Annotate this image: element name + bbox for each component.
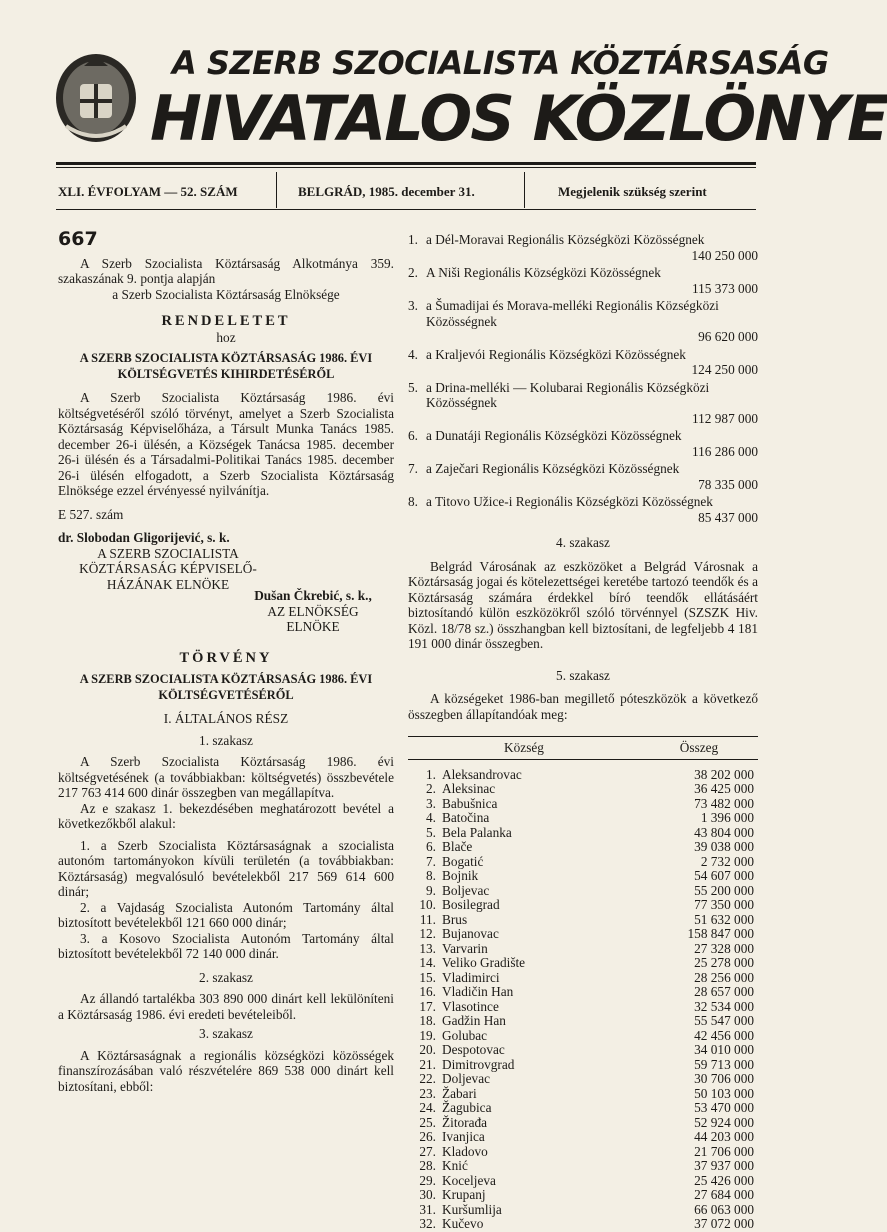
section-text: A községeket 1986-ban megillető póteszközök a következő összegben állapítandóak meg: xyxy=(408,691,758,722)
commune-amount: 43 804 000 xyxy=(694,824,754,840)
allocation-number: 3. xyxy=(408,298,418,313)
allocation-recipient: a Zaječari Regionális Községközi Közösségnek xyxy=(426,461,680,476)
divider xyxy=(56,167,756,168)
law-title: A SZERB SZOCIALISTA KÖZTÁRSASÁG 1986. ÉVI KÖLTSÉGVETÉSÉRŐL xyxy=(79,672,373,702)
table-row xyxy=(408,1043,758,1058)
table-row xyxy=(408,1058,758,1073)
commune-amount: 44 203 000 xyxy=(694,1129,754,1144)
allocation-text xyxy=(426,494,758,525)
decree-body: A Szerb Szocialista Köztársaság 1986. évi költségvetéséről szóló törvényt, amelyet a Szerb Szocialista Köztársaság Képviselőháza, a Társult Munka Tanács 1985. december 26-i ülésén, a Községek Tanácsa 1985. december 26-i ülésén és a Társadalmi-Politikai Tanács 1985. december 26-i ülésén elfogadott, a Szerb Szocialista Köztársaság Elnöksége ezzel érvényessé nyilvánítja. xyxy=(58,390,394,498)
commune-name: Kladovo xyxy=(442,1143,488,1159)
commune-number: 2. xyxy=(426,781,436,796)
allocation-list xyxy=(408,232,758,525)
masthead-title: HIVATALOS KÖZLÖNYE xyxy=(150,82,887,155)
commune-name: Krupanj xyxy=(442,1187,486,1202)
commune-amount: 37 072 000 xyxy=(694,1216,754,1231)
commune-name: Žitorađa xyxy=(442,1114,488,1130)
allocation-amount: 112 987 000 xyxy=(692,410,758,426)
section-text: A Köztársaságnak a regionális községközi közösségek finanszírozásában való részvételére 869 538 000 dinárt kell biztosítani, ebből: xyxy=(58,1047,394,1094)
allocation-number: 8. xyxy=(408,494,418,509)
masthead-line1: A SZERB SZOCIALISTA KÖZTÁRSASÁG xyxy=(172,44,829,82)
table-row xyxy=(408,869,758,884)
allocation-item xyxy=(408,298,758,345)
commune-name: Boljevac xyxy=(442,882,490,898)
commune-amount: 50 103 000 xyxy=(694,1085,754,1101)
commune-number: 9. xyxy=(426,882,436,898)
allocation-item xyxy=(408,428,758,459)
divider xyxy=(276,172,277,208)
table-row xyxy=(408,1188,758,1203)
allocation-number: 7. xyxy=(408,461,418,476)
allocation-recipient: a Dunatáji Regionális Községközi Közösségnek xyxy=(426,428,682,443)
signatory-role: A SZERB SZOCIALISTA xyxy=(97,545,239,561)
table-row xyxy=(408,1217,758,1232)
part-heading: I. ÁLTALÁNOS RÉSZ xyxy=(163,711,289,726)
commune-amount: 36 425 000 xyxy=(694,781,754,796)
table-row xyxy=(408,927,758,942)
commune-amount: 42 456 000 xyxy=(694,1027,754,1043)
commune-amount: 28 256 000 xyxy=(694,969,754,985)
table-row xyxy=(408,768,758,783)
allocation-text xyxy=(426,461,758,492)
table-row xyxy=(408,913,758,928)
commune-name: Brus xyxy=(442,911,468,927)
allocation-item xyxy=(408,380,758,427)
section-text: A Szerb Szocialista Köztársaság 1986. évi költségvetésének (a továbbiakban: költségvetés) összbevétele 217 763 414 600 dinár összegben van megállapítva. xyxy=(58,754,394,800)
allocation-recipient: A Niši Regionális Községközi Közösségnek xyxy=(426,265,661,280)
signatory-name: Dušan Čkrebić, s. k., xyxy=(254,588,372,603)
commune-amount: 27 328 000 xyxy=(694,940,754,956)
commune-name: Vladičin Han xyxy=(442,984,514,999)
commune-amount: 59 713 000 xyxy=(694,1056,754,1072)
right-column xyxy=(408,232,758,1232)
commune-number: 5. xyxy=(426,824,436,840)
divider xyxy=(56,209,756,210)
commune-number: 13. xyxy=(419,940,436,956)
commune-number: 23. xyxy=(419,1085,436,1101)
allocation-amount: 116 286 000 xyxy=(692,443,758,459)
allocation-recipient: a Dél-Moravai Regionális Községközi Közösségnek xyxy=(426,232,705,247)
commune-number: 32. xyxy=(419,1216,436,1231)
allocation-amount: 96 620 000 xyxy=(698,329,758,344)
commune-number: 29. xyxy=(419,1172,436,1188)
commune-number: 10. xyxy=(419,897,436,912)
commune-name: Vlasotince xyxy=(442,998,499,1014)
commune-number: 12. xyxy=(419,926,436,941)
commune-name: Kuršumlija xyxy=(442,1201,502,1217)
commune-number: 19. xyxy=(419,1027,436,1043)
table-row xyxy=(408,1116,758,1131)
divider xyxy=(524,172,525,208)
commune-name: Gadžin Han xyxy=(442,1013,506,1028)
commune-number: 22. xyxy=(419,1071,436,1086)
section-text: Az állandó tartalékba 303 890 000 dinárt kell lekülöníteni a Köztársaság 1986. évi eredeti bevételeiből. xyxy=(58,991,394,1022)
volume-info: XLI. ÉVFOLYAM — 52. SZÁM xyxy=(58,184,238,199)
table-row xyxy=(408,1130,758,1145)
table-row xyxy=(408,1000,758,1015)
signatory-name: dr. Slobodan Gligorijević, s. k. xyxy=(58,530,230,545)
commune-amount: 32 534 000 xyxy=(694,998,754,1014)
allocation-text xyxy=(426,232,758,263)
commune-amount: 37 937 000 xyxy=(694,1158,754,1173)
commune-name: Aleksinac xyxy=(442,781,496,796)
commune-number: 28. xyxy=(419,1158,436,1173)
act-number: 667 xyxy=(58,228,98,250)
left-column xyxy=(58,228,394,1094)
allocation-text xyxy=(426,347,758,378)
section-item: 2. a Vajdaság Szocialista Autonóm Tartomány által biztosított bevételekből 121 660 000 dinár; xyxy=(58,899,394,930)
commune-number: 20. xyxy=(419,1042,436,1057)
commune-number: 26. xyxy=(419,1129,436,1144)
allocation-text xyxy=(426,265,758,296)
column-header-kozseg: Község xyxy=(504,740,544,755)
table-row xyxy=(408,1159,758,1174)
intro-text: A Szerb Szocialista Köztársaság Alkotmánya 359. szakaszának 9. pontja alapján xyxy=(58,255,394,286)
commune-number: 14. xyxy=(419,955,436,970)
allocation-number: 4. xyxy=(408,346,418,362)
commune-name: Blače xyxy=(442,839,473,854)
commune-number: 27. xyxy=(419,1143,436,1159)
table-row xyxy=(408,971,758,986)
commune-amount: 34 010 000 xyxy=(694,1042,754,1057)
table-row xyxy=(408,840,758,855)
commune-name: Bogatić xyxy=(442,853,484,869)
commune-name: Vladimirci xyxy=(442,969,500,985)
table-row xyxy=(408,855,758,870)
reference-number: E 527. szám xyxy=(58,506,124,522)
table-row xyxy=(408,1072,758,1087)
commune-number: 6. xyxy=(426,839,436,854)
signatory-role: AZ ELNÖKSÉG xyxy=(267,603,359,619)
allocation-recipient: a Kraljevói Regionális Községközi Közösségnek xyxy=(426,346,686,362)
commune-amount: 55 547 000 xyxy=(694,1013,754,1028)
decree-hoz: hoz xyxy=(216,329,236,345)
commune-number: 31. xyxy=(419,1201,436,1217)
commune-name: Babušnica xyxy=(442,795,498,811)
allocation-amount: 124 250 000 xyxy=(691,362,758,377)
allocation-recipient: a Šumadijai és Morava-melléki Regionális Községközi Közösségnek xyxy=(426,298,719,329)
commune-name: Bosilegrad xyxy=(442,897,500,912)
decree-title: A SZERB SZOCIALISTA KÖZTÁRSASÁG 1986. ÉVI KÖLTSÉGVETÉS KIHIRDETÉSÉRŐL xyxy=(79,351,373,381)
commune-number: 16. xyxy=(419,984,436,999)
allocation-recipient: a Titovo Užice-i Regionális Községközi Közösségnek xyxy=(426,494,713,509)
table-row xyxy=(408,942,758,957)
commune-number: 21. xyxy=(419,1056,436,1072)
section-heading: 2. szakasz xyxy=(199,969,253,985)
commune-name: Doljevac xyxy=(442,1071,490,1086)
allocation-item xyxy=(408,265,758,296)
allocation-number: 1. xyxy=(408,232,418,247)
section-text: Belgrád Városának az eszközöket a Belgrád Városnak a Köztársaság jogai és kötelezettségei keretébe tartozó teendők és a Köztársaság számára érdekkel bíró teendők ellátásáért biztosítandó külön eszközökről szóló törvénnyel (SZSZK Hiv. Közl. 18/78 sz.) összhangban kell biztosítani, de legfeljebb 4 181 191 000 dinár összegben. xyxy=(408,558,758,651)
table-row xyxy=(408,884,758,899)
commune-number: 18. xyxy=(419,1013,436,1028)
commune-amount: 25 426 000 xyxy=(694,1172,754,1188)
commune-amount: 30 706 000 xyxy=(694,1071,754,1086)
table-row xyxy=(408,826,758,841)
signatory-role: ELNÖKE xyxy=(286,619,340,634)
commune-name: Žagubica xyxy=(442,1100,492,1115)
section-text: Az e szakasz 1. bekezdésében meghatározott bevétel a következőkből alakul: xyxy=(58,800,394,831)
column-header-osszeg: Összeg xyxy=(679,740,719,755)
commune-amount: 77 350 000 xyxy=(694,897,754,912)
commune-number: 15. xyxy=(419,969,436,985)
table-row xyxy=(408,1087,758,1102)
table-row xyxy=(408,811,758,826)
commune-amount: 21 706 000 xyxy=(694,1143,754,1159)
allocation-amount: 85 437 000 xyxy=(698,509,758,525)
commune-amount: 158 847 000 xyxy=(687,926,754,941)
table-row xyxy=(408,956,758,971)
commune-number: 30. xyxy=(419,1187,436,1202)
table-row xyxy=(408,797,758,812)
commune-name: Kučevo xyxy=(442,1216,484,1231)
commune-name: Bela Palanka xyxy=(442,824,512,840)
table-row xyxy=(408,1145,758,1160)
signatory-role: KÖZTÁRSASÁG KÉPVISELŐ- xyxy=(79,561,257,576)
allocation-text xyxy=(426,380,758,427)
commune-name: Bujanovac xyxy=(442,926,499,941)
commune-name: Veliko Gradište xyxy=(442,955,526,970)
law-heading: TÖRVÉNY xyxy=(179,649,273,666)
commune-amount: 52 924 000 xyxy=(694,1114,754,1130)
coat-of-arms-icon xyxy=(46,46,146,146)
commune-amount: 66 063 000 xyxy=(694,1201,754,1217)
commune-number: 24. xyxy=(419,1100,436,1115)
table-row xyxy=(408,985,758,1000)
commune-amount: 73 482 000 xyxy=(694,795,754,811)
commune-amount: 2 732 000 xyxy=(700,853,754,869)
commune-name: Ivanjica xyxy=(442,1129,485,1144)
table-row xyxy=(408,1203,758,1218)
commune-name: Aleksandrovac xyxy=(442,766,522,782)
signatory-role: HÁZÁNAK ELNÖKE xyxy=(106,576,230,592)
commune-amount: 54 607 000 xyxy=(694,868,754,883)
section-item: 1. a Szerb Szocialista Köztársaságnak a szocialista autonóm tartományokon kívüli területén (a továbbiakban: Köztársaság) megvalósuló bevételekből 217 569 614 600 dinár; xyxy=(58,837,394,899)
commune-number: 8. xyxy=(426,868,436,883)
allocation-item xyxy=(408,347,758,378)
section-heading: 5. szakasz xyxy=(556,667,610,683)
commune-name: Knić xyxy=(442,1158,468,1173)
commune-amount: 25 278 000 xyxy=(694,955,754,970)
table-row xyxy=(408,1174,758,1189)
commune-name: Varvarin xyxy=(442,940,488,956)
commune-table-header xyxy=(408,736,758,760)
table-row xyxy=(408,782,758,797)
table-row xyxy=(408,1029,758,1044)
commune-amount: 38 202 000 xyxy=(694,766,754,782)
allocation-number: 2. xyxy=(408,265,418,280)
allocation-number: 5. xyxy=(408,379,418,395)
divider xyxy=(56,162,756,165)
commune-amount: 28 657 000 xyxy=(694,984,754,999)
commune-name: Koceljeva xyxy=(442,1172,496,1188)
section-item: 3. a Kosovo Szocialista Autonóm Tartomány által biztosított bevételekből 72 140 000 dinár. xyxy=(58,930,394,961)
allocation-amount: 140 250 000 xyxy=(691,247,758,263)
allocation-recipient: a Drina-melléki — Kolubarai Regionális Községközi Közösségnek xyxy=(426,379,710,410)
table-row xyxy=(408,1101,758,1116)
commune-amount: 27 684 000 xyxy=(694,1187,754,1202)
table-row xyxy=(408,1014,758,1029)
commune-name: Dimitrovgrad xyxy=(442,1056,515,1072)
commune-number: 17. xyxy=(419,998,436,1014)
commune-number: 11. xyxy=(419,911,436,927)
commune-amount: 39 038 000 xyxy=(694,839,754,854)
commune-number: 4. xyxy=(426,810,436,825)
commune-number: 3. xyxy=(426,795,436,811)
decree-heading: RENDELETET xyxy=(161,313,291,329)
commune-number: 1. xyxy=(426,766,436,782)
allocation-item xyxy=(408,494,758,525)
place-date: BELGRÁD, 1985. december 31. xyxy=(298,184,475,199)
commune-amount: 55 200 000 xyxy=(694,882,754,898)
allocation-item xyxy=(408,232,758,263)
commune-amount: 1 396 000 xyxy=(700,810,754,825)
allocation-amount: 115 373 000 xyxy=(692,280,758,296)
allocation-number: 6. xyxy=(408,428,418,443)
section-heading: 3. szakasz xyxy=(199,1026,253,1041)
commune-number: 7. xyxy=(426,853,436,869)
table-row xyxy=(408,898,758,913)
section-heading: 1. szakasz xyxy=(199,732,253,748)
commune-name: Žabari xyxy=(442,1085,477,1101)
commune-name: Golubac xyxy=(442,1027,488,1043)
commune-amount: 51 632 000 xyxy=(694,911,754,927)
allocation-amount: 78 335 000 xyxy=(698,476,758,492)
commune-amount: 53 470 000 xyxy=(694,1100,754,1115)
allocation-item xyxy=(408,461,758,492)
commune-name: Bojnik xyxy=(442,868,479,883)
section-heading: 4. szakasz xyxy=(556,535,610,550)
allocation-text xyxy=(426,298,758,345)
commune-number: 25. xyxy=(419,1114,436,1130)
allocation-text xyxy=(426,428,758,459)
commune-name: Despotovac xyxy=(442,1042,505,1057)
intro-text: a Szerb Szocialista Köztársaság Elnöksége xyxy=(112,286,340,302)
commune-table xyxy=(408,768,758,1232)
commune-name: Batočina xyxy=(442,810,490,825)
frequency-note: Megjelenik szükség szerint xyxy=(558,184,707,199)
